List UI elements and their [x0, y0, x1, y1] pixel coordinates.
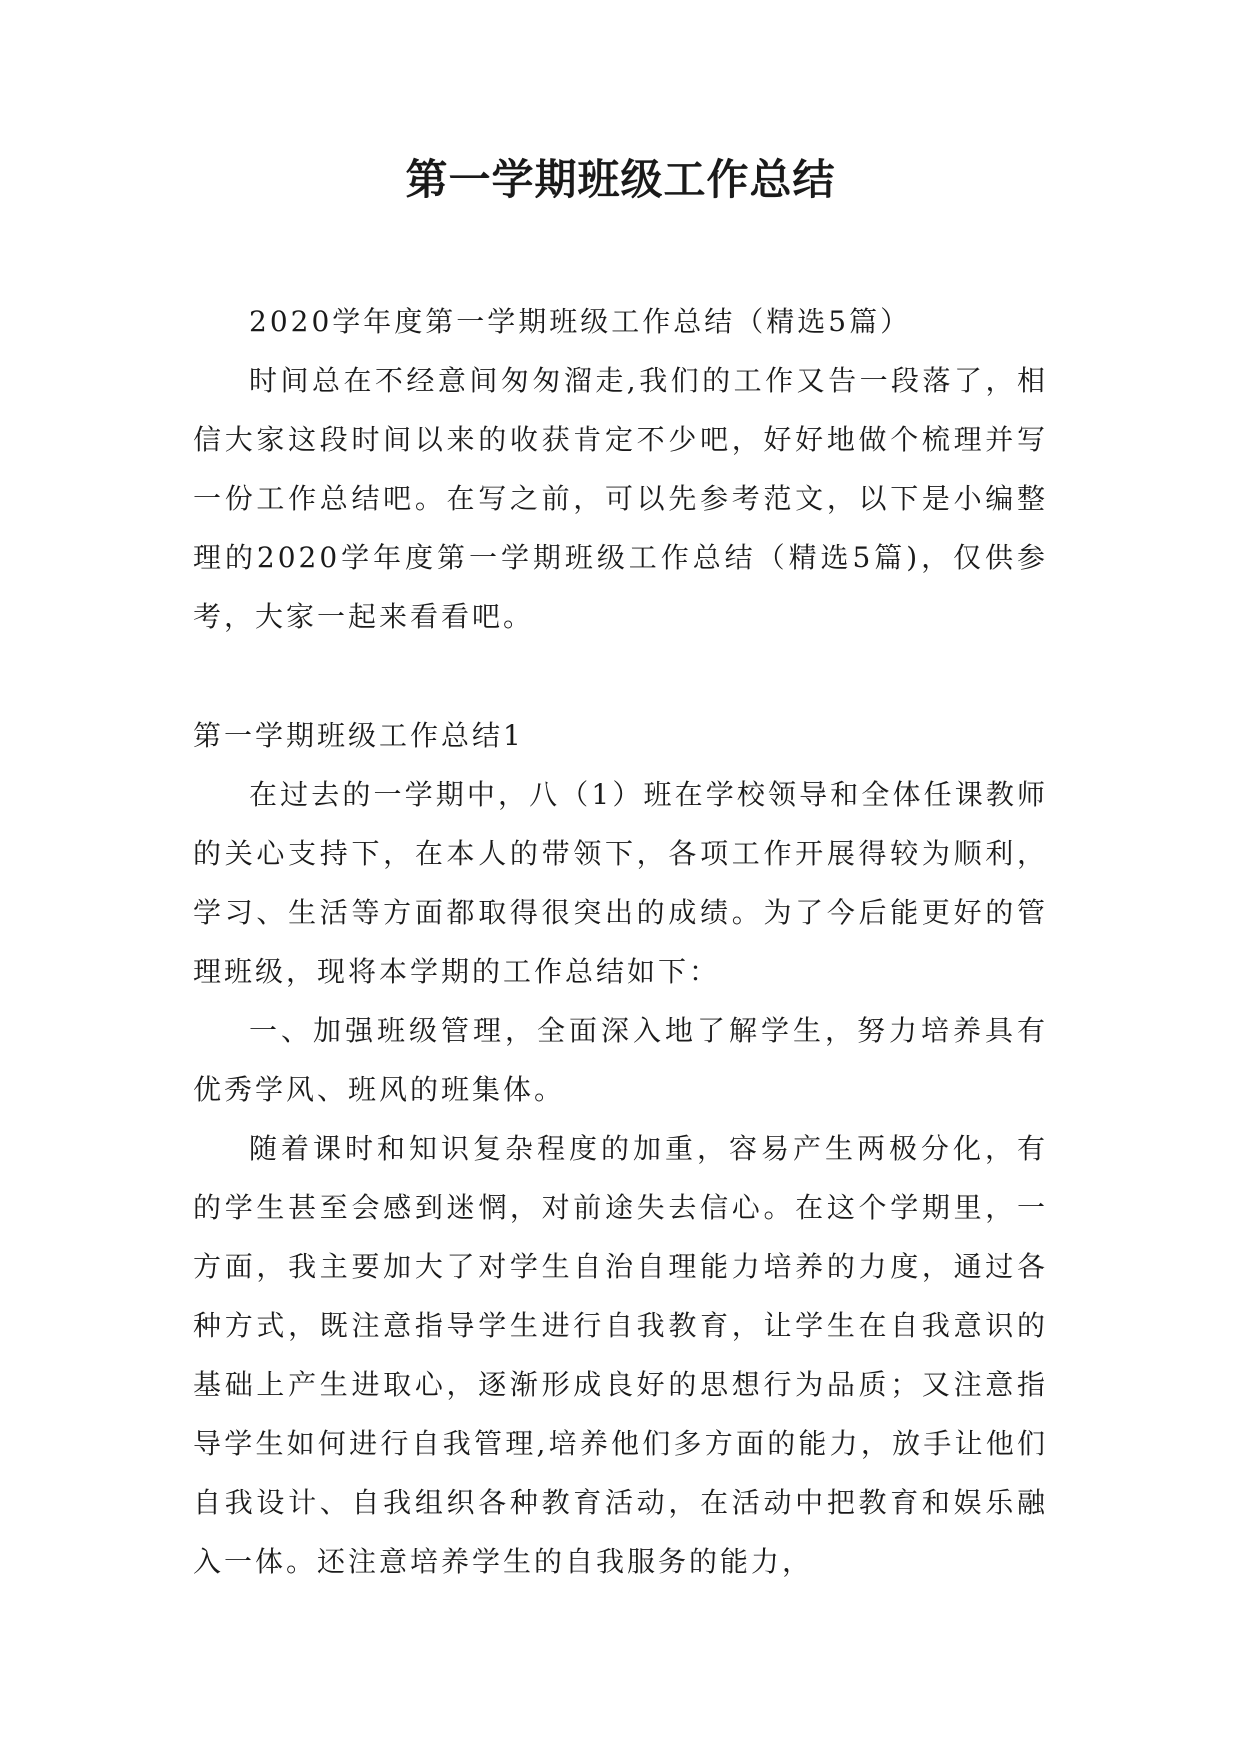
section-heading: 第一学期班级工作总结1: [193, 719, 524, 752]
body-paragraph: 一、加强班级管理，全面深入地了解学生，努力培养具有优秀学风、班风的班集体。: [193, 1014, 1048, 1106]
document-title: 第一学期班级工作总结: [405, 155, 836, 204]
intro-paragraph: 时间总在不经意间匆匆溜走,我们的工作又告一段落了，相信大家这段时间以来的收获肯定不少吧，好好地做个梳理并写一份工作总结吧。在写之前，可以先参考范文，以下是小编整理的2020学年度第一学期班级工作总结（精选5篇)，仅供参考，大家一起来看看吧。: [193, 364, 1048, 633]
body-paragraph: 随着课时和知识复杂程度的加重，容易产生两极分化，有的学生甚至会感到迷惘，对前途失去信心。在这个学期里，一方面，我主要加大了对学生自治自理能力培养的力度，通过各种方式，既注意指导学生进行自我教育，让学生在自我意识的基础上产生进取心，逐渐形成良好的思想行为品质；又注意指导学生如何进行自我管理,培养他们多方面的能力，放手让他们自我设计、自我组织各种教育活动，在活动中把教育和娱乐融入一体。还注意培养学生的自我服务的能力，: [193, 1132, 1048, 1578]
document-body: [193, 292, 1048, 1591]
subtitle: 2020学年度第一学期班级工作总结（精选5篇）: [249, 305, 912, 338]
body-paragraph: 在过去的一学期中，八（1）班在学校领导和全体任课教师的关心支持下，在本人的带领下，各项工作开展得较为顺利，学习、生活等方面都取得很突出的成绩。为了今后能更好的管理班级，现将本学期的工作总结如下：: [193, 778, 1048, 988]
